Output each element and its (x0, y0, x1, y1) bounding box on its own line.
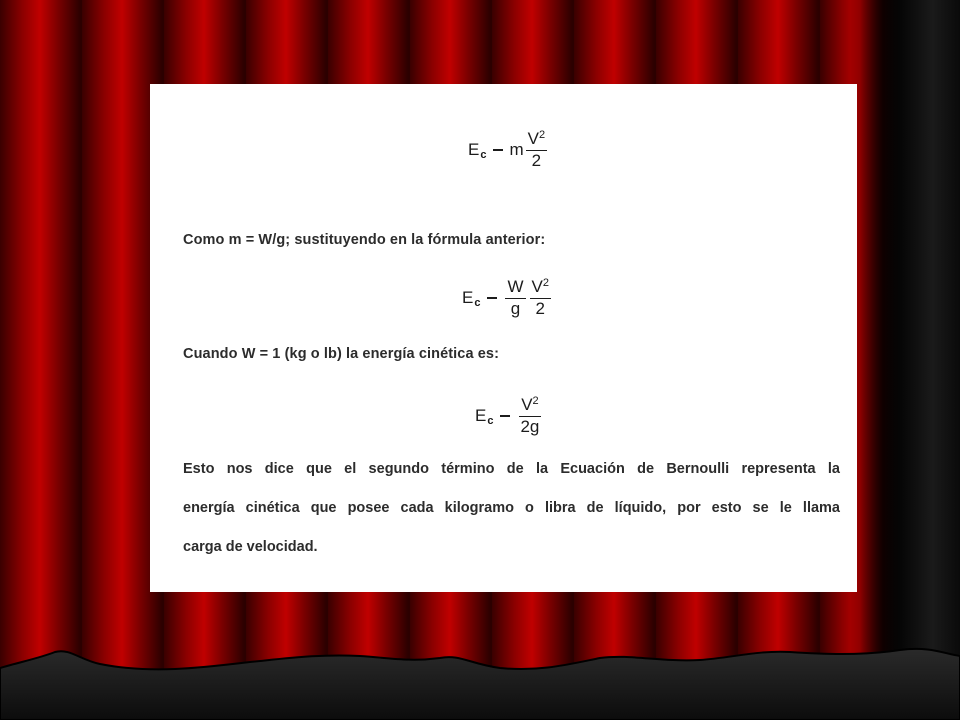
paragraph-line: carga de velocidad. (183, 539, 318, 555)
formula-fraction-velocity (530, 278, 551, 318)
text-substitution: Como m = W/g; sustituyendo en la fórmula anterior: (183, 232, 546, 248)
paragraph-line: Esto nos dice que el segundo término de la Ecuación de Bernoulli representa la (183, 461, 840, 477)
formula-kinetic-energy-weight (462, 278, 553, 318)
fraction-denominator: 2 (535, 298, 545, 318)
formula-kinetic-energy-mass (468, 130, 549, 170)
formula-coefficient: m (509, 140, 524, 160)
formula-fraction (518, 396, 541, 436)
fraction-denominator: 2g (520, 416, 540, 436)
formula-lhs: E (462, 288, 474, 308)
formula-fraction-weight (505, 278, 525, 318)
formula-lhs-subscript: c (474, 297, 481, 310)
fraction-denominator: g (510, 298, 521, 318)
formula-equals-sign (487, 297, 497, 299)
stage-floor (0, 640, 960, 720)
formula-fraction (526, 130, 547, 170)
fraction-numerator: $V^2$ (526, 130, 547, 151)
formula-lhs: E (468, 140, 480, 160)
formula-lhs-subscript: c (487, 415, 494, 428)
paragraph-line: energía cinética que posee cada kilogramo o libra de líquido, por esto se le llama (183, 500, 840, 516)
curtain-shadow (850, 0, 960, 720)
fraction-numerator: $V^2$ (530, 278, 551, 299)
formula-velocity-head (475, 396, 543, 436)
fraction-denominator: 2 (531, 150, 542, 170)
text-unit-weight: Cuando W = 1 (kg o lb) la energía cinética es: (183, 346, 500, 362)
slide-content-card (150, 84, 857, 592)
formula-equals-sign (500, 415, 510, 417)
formula-lhs: E (475, 406, 487, 426)
fraction-numerator: $V^2$ (519, 396, 540, 417)
explanation-paragraph (183, 450, 840, 567)
fraction-numerator: W (505, 278, 525, 299)
formula-equals-sign (493, 149, 503, 151)
formula-lhs-subscript: c (480, 149, 487, 162)
